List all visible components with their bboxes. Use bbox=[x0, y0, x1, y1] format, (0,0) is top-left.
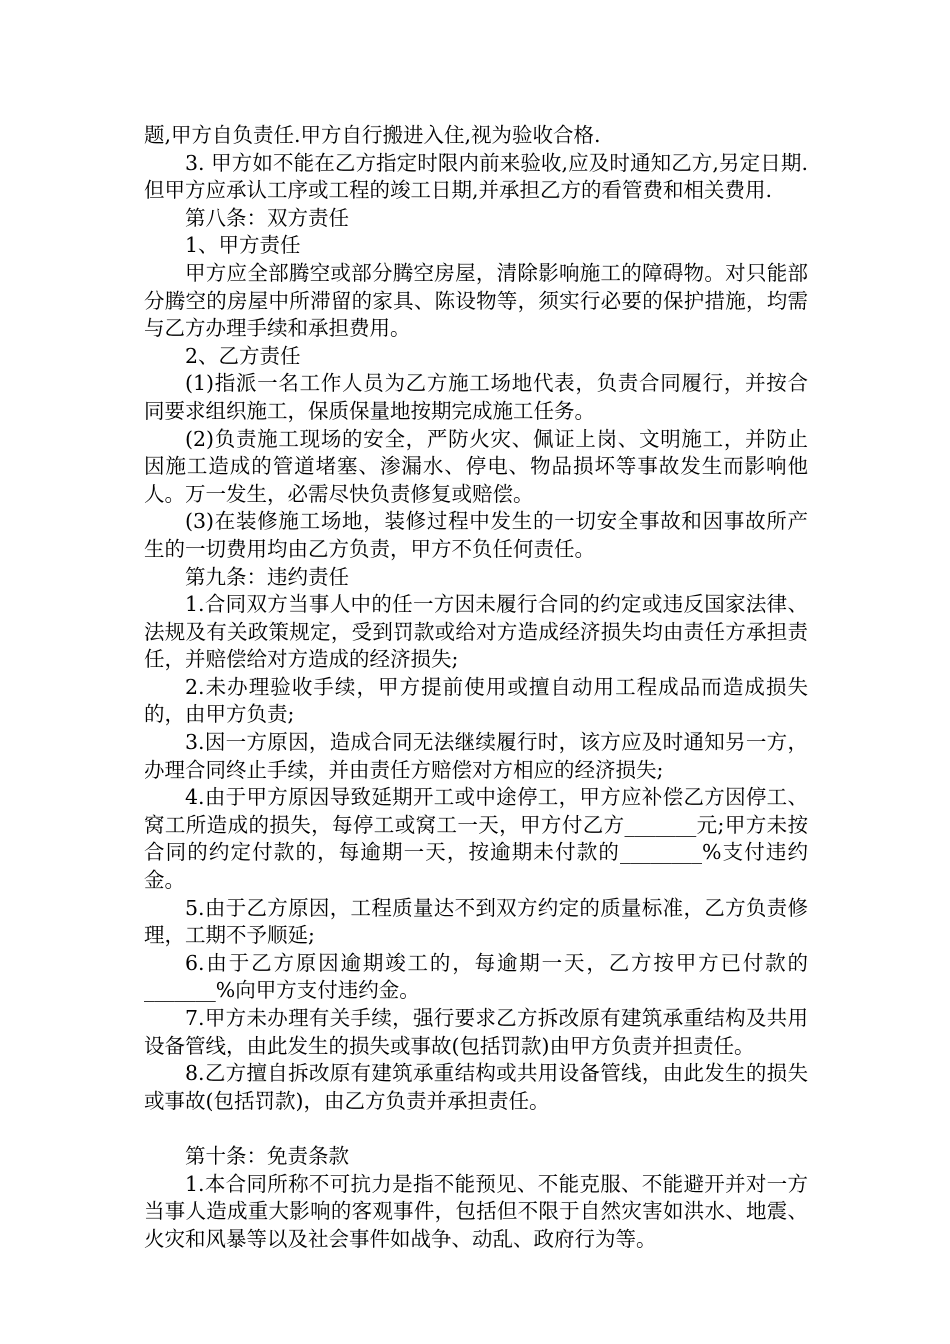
paragraph-breach-1: 1.合同双方当事人中的任一方因未履行合同的约定或违反国家法律、法规及有关政策规定，受到罚款或给对方造成经济损失均由责任方承担责任，并赔偿给对方造成的经济损失; bbox=[144, 592, 808, 672]
heading-article-8: 第八条：双方责任 bbox=[185, 205, 349, 230]
paragraph-breach-3: 3.因一方原因，造成合同无法继续履行时，该方应及时通知另一方，办理合同终止手续，并由责任方赔偿对方相应的经济损失; bbox=[144, 730, 808, 782]
subheading-party-b-duties: 2、乙方责任 bbox=[185, 343, 301, 368]
paragraph-party-b-duty-3: (3)在装修施工场地，装修过程中发生的一切安全事故和因事故所产生的一切费用均由乙方负责，甲方不负任何责任。 bbox=[144, 509, 808, 561]
paragraph-breach-8: 8.乙方擅自拆改原有建筑承重结构或共用设备管线，由此发生的损失或事故(包括罚款)，由乙方负责并承担责任。 bbox=[144, 1061, 808, 1113]
heading-article-9: 第九条：违约责任 bbox=[185, 564, 349, 589]
paragraph-breach-6: 6.由于乙方原因逾期竣工的，每逾期一天，乙方按甲方已付款的_______%向甲方支付违约金。 bbox=[144, 950, 808, 1003]
paragraph-breach-2: 2.未办理验收手续，甲方提前使用或擅自动用工程成品而造成损失的，由甲方负责; bbox=[144, 674, 808, 727]
paragraph-party-b-duty-2: (2)负责施工现场的安全，严防火灾、佩证上岗、文明施工，并防止因施工造成的管道堵塞、渗漏水、停电、物品损坏等事故发生而影响他人。万一发生，必需尽快负责修复或赔偿。 bbox=[144, 426, 808, 506]
document-page bbox=[144, 122, 808, 1253]
paragraph-force-majeure-1: 1.本合同所称不可抗力是指不能预见、不能克服、不能避开并对一方当事人造成重大影响的客观事件，包括但不限于自然灾害如洪水、地震、火灾和风暴等以及社会事件如战争、动乱、政府行为等。 bbox=[144, 1171, 808, 1251]
blank-line bbox=[144, 1115, 808, 1143]
paragraph-breach-4: 4.由于甲方原因导致延期开工或中途停工，甲方应补偿乙方因停工、窝工所造成的损失，每停工或窝工一天，甲方付乙方_______元;甲方未按合同的约定付款的，每逾期一天，按逾期未付款的________%支付违约金。 bbox=[144, 785, 808, 893]
paragraph-acceptance-continued: 题,甲方自负责任.甲方自行搬进入住,视为验收合格. bbox=[144, 123, 601, 147]
paragraph-acceptance-3: 3. 甲方如不能在乙方指定时限内前来验收,应及时通知乙方,另定日期.但甲方应承认工序或工程的竣工日期,并承担乙方的看管费和相关费用. bbox=[144, 150, 808, 203]
paragraph-breach-7: 7.甲方未办理有关手续，强行要求乙方拆改原有建筑承重结构及共用设备管线，由此发生的损失或事故(包括罚款)由甲方负责并担责任。 bbox=[144, 1006, 808, 1058]
paragraph-breach-5: 5.由于乙方原因，工程质量达不到双方约定的质量标准，乙方负责修理，工期不予顺延; bbox=[144, 895, 808, 948]
paragraph-party-b-duty-1: (1)指派一名工作人员为乙方施工场地代表，负责合同履行，并按合同要求组织施工，保质保量地按期完成施工任务。 bbox=[144, 371, 808, 423]
subheading-party-a-duties: 1、甲方责任 bbox=[185, 233, 301, 258]
paragraph-party-a-duties: 甲方应全部腾空或部分腾空房屋，清除影响施工的障碍物。对只能部分腾空的房屋中所滞留的家具、陈设物等，须实行必要的保护措施，均需与乙方办理手续和承担费用。 bbox=[144, 260, 808, 341]
heading-article-10: 第十条：免责条款 bbox=[185, 1143, 349, 1168]
